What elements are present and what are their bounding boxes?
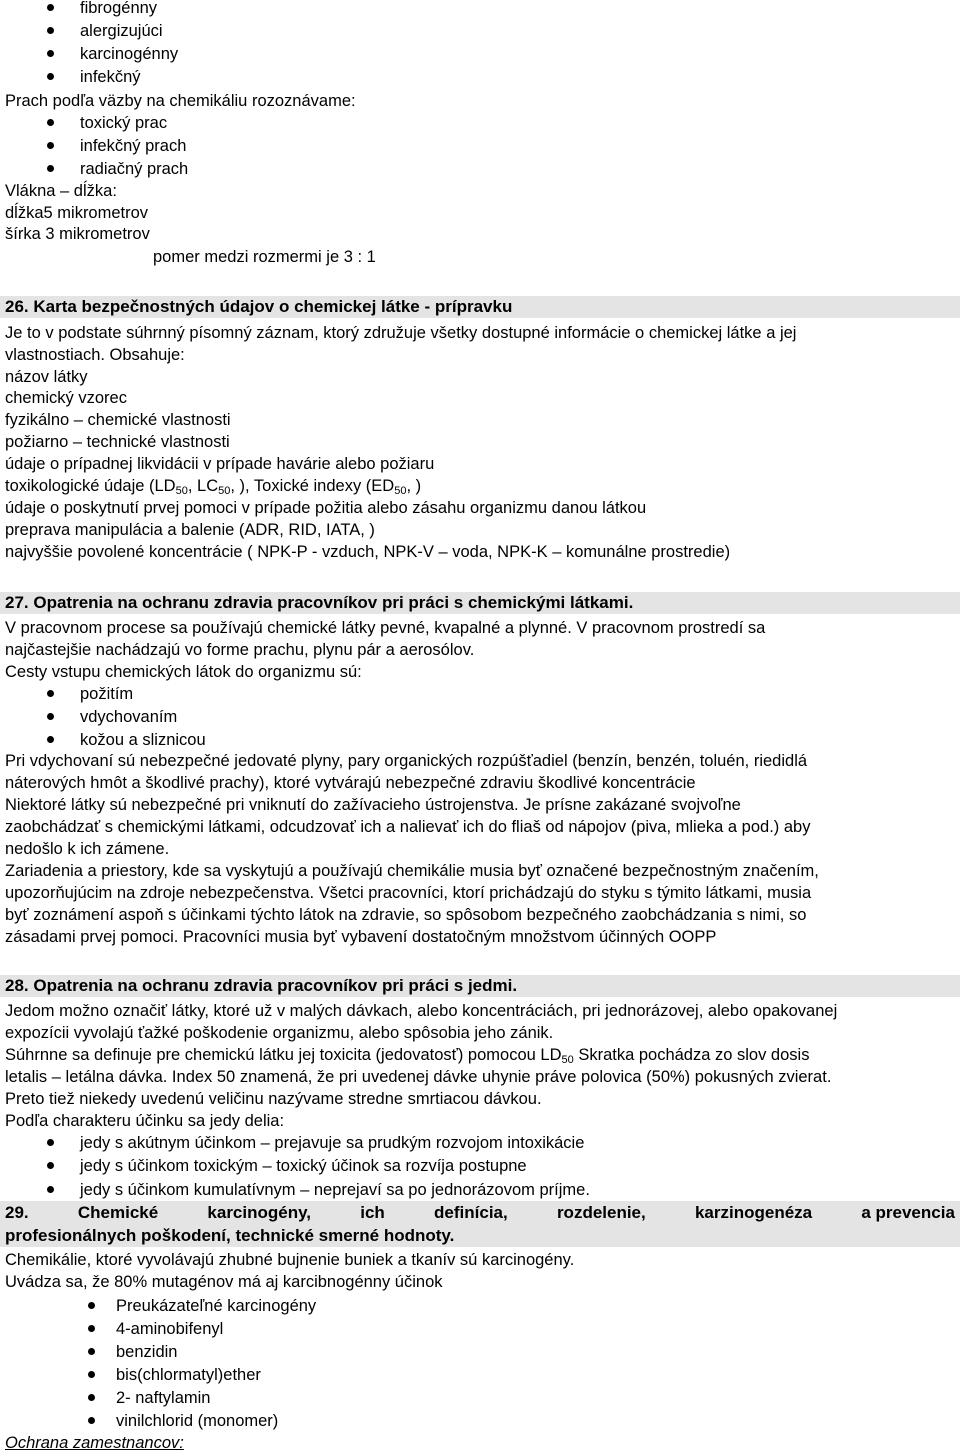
paragraph: Zariadenia a priestory, kde sa vyskytujú a používajú chemikálie musia byť označené bezpečnostným značením, [5, 862, 819, 880]
list-item: infekčný [5, 67, 960, 89]
list-item: najvyššie povolené koncentrácie ( NPK-P - vzduch, NPK-V – voda, NPK-K – komunálne prostredie) [5, 543, 731, 561]
list-item: údaje o prípadnej likvidácii v prípade havárie alebo požiaru [5, 455, 435, 473]
text-fragment: Skratka pochádza zo slov dosis [573, 1046, 810, 1064]
subscript: 50 [394, 485, 407, 497]
list-item: jedy s účinkom kumulatívnym – neprejaví sa po jednorázovom príjme. [5, 1180, 960, 1202]
heading-word: ich [360, 1203, 385, 1222]
text-fragment: Súhrnne sa definuje pre chemickú látku jej toxicita (jedovatosť) pomocou LD [5, 1046, 562, 1064]
list-item: údaje o poskytnutí prvej pomoci v prípade požitia alebo zásahu organizmu danou látkou [5, 499, 647, 517]
list-item: preprava manipulácia a balenie (ADR, RID, IATA, ) [5, 521, 375, 539]
text-fragment: , ), Toxické indexy (ED [230, 477, 395, 495]
list-item: alergizujúci [5, 21, 960, 43]
subsection-label [5, 1433, 960, 1455]
heading-word: definícia, [434, 1203, 508, 1222]
section-heading-28: 28. Opatrenia na ochranu zdravia pracovníkov pri práci s jedmi. [0, 975, 960, 997]
paragraph: upozorňujúcim na zdroje nebezpečenstva. Všetci pracovníci, ktorí prichádzajú do styku s týmito látkami, musia [5, 884, 812, 902]
paragraph: Jedom možno označiť látky, ktoré už v malých dávkach, alebo koncentráciách, pri jednorázovej, alebo opakovanej [5, 1002, 838, 1020]
paragraph: Vlákna – dĺžka: [5, 182, 117, 200]
paragraph: šírka 3 mikrometrov [5, 225, 150, 243]
list-item: vdychovaním [5, 707, 960, 729]
heading-word: karzinogenéza [694, 1203, 813, 1222]
paragraph: pomer medzi rozmermi je 3 : 1 [153, 248, 376, 266]
text-fragment: toxikologické údaje (LD [5, 477, 176, 495]
section-heading-26: 26. Karta bezpečnostných údajov o chemickej látke - prípravku [0, 296, 960, 318]
list-item: bis(chlormatyl)ether [5, 1365, 960, 1387]
paragraph: nedošlo k ich zámene. [5, 840, 170, 858]
heading-word: karcinogény, [207, 1203, 312, 1222]
subscript: 50 [175, 485, 188, 497]
heading-word: 29. [5, 1203, 29, 1222]
paragraph: dĺžka5 mikrometrov [5, 204, 149, 222]
list-item: 4-aminobifenyl [5, 1319, 960, 1341]
paragraph: Cesty vstupu chemických látok do organizmu sú: [5, 663, 362, 681]
list-item: jedy s akútnym účinkom – prejavuje sa prudkým rozvojom intoxikácie [5, 1133, 960, 1155]
paragraph: letalis – letálna dávka. Index 50 znamená, že pri uvedenej dávke uhynie práve polovica (50%) pokusných zvierat. [5, 1068, 832, 1086]
heading-word: a prevencia [861, 1203, 955, 1222]
subscript: 50 [561, 1054, 574, 1066]
list-item: toxický prac [5, 113, 960, 135]
heading-row: profesionálnych poškodení, technické smerné hodnoty. [5, 1226, 455, 1245]
paragraph: najčastejšie nachádzajú vo forme prachu, plynu pár a aerosólov. [5, 641, 475, 659]
paragraph [5, 1045, 960, 1067]
paragraph: náterových hmôt a škodlivé prachy), ktoré vytvárajú nebezpečné zdraviu škodlivé koncentrácie [5, 774, 696, 792]
list-item: karcinogénny [5, 44, 960, 66]
paragraph: Uvádza sa, že 80% mutagénov má aj karcibnogénny účinok [5, 1273, 443, 1291]
paragraph: zásadami prvej pomoci. Pracovníci musia byť vybavení dostatočným množstvom účinných OOPP [5, 928, 717, 946]
list-item: kožou a sliznicou [5, 730, 960, 752]
list-item: radiačný prach [5, 159, 960, 181]
heading-word: Chemické [77, 1203, 159, 1222]
paragraph: Prach podľa väzby na chemikáliu rozoznávame: [5, 92, 356, 110]
list-item: fyzikálno – chemické vlastnosti [5, 411, 231, 429]
heading-word: rozdelenie, [556, 1203, 646, 1222]
heading-row [5, 1201, 955, 1225]
list-item: požitím [5, 684, 960, 706]
list-item: vinilchlorid (monomer) [5, 1411, 960, 1433]
list-item: infekčný prach [5, 136, 960, 158]
paragraph: Podľa charakteru účinku sa jedy delia: [5, 1112, 285, 1130]
paragraph: Pri vdychovaní sú nebezpečné jedovaté plyny, pary organických rozpúšťadiel (benzín, benzén, toluén, riedidlá [5, 752, 808, 770]
text-fragment: , LC [187, 477, 219, 495]
paragraph: Chemikálie, ktoré vyvolávajú zhubné bujnenie buniek a tkanív sú karcinogény. [5, 1251, 575, 1269]
text-fragment: , ) [406, 477, 422, 495]
paragraph: V pracovnom procese sa používajú chemické látky pevné, kvapalné a plynné. V pracovnom prostredí sa [5, 619, 766, 637]
list-item: požiarno – technické vlastnosti [5, 433, 230, 451]
paragraph: vlastnostiach. Obsahuje: [5, 346, 185, 364]
section-heading-29 [0, 1201, 960, 1247]
list-item: chemický vzorec [5, 389, 127, 407]
paragraph: Preto tiež niekedy uvedenú veličinu nazývame stredne smrtiacou dávkou. [5, 1090, 542, 1108]
paragraph: Je to v podstate súhrnný písomný záznam, ktorý združuje všetky dostupné informácie o chemickej látke a jej [5, 324, 797, 342]
list-item: názov látky [5, 368, 88, 386]
paragraph: Niektoré látky sú nebezpečné pri vniknutí do zažívacieho ústrojenstva. Je prísne zakázané svojvoľne [5, 796, 741, 814]
list-item: 2- naftylamin [5, 1388, 960, 1410]
paragraph: expozícii vyvolajú ťažké poškodenie organizmu, alebo spôsobia jeho zánik. [5, 1024, 554, 1042]
paragraph: byť zoznámení aspoň s účinkami týchto látok na zdravie, so spôsobom bezpečného zaobchádzania s nimi, so [5, 906, 807, 924]
list-item: benzidin [5, 1342, 960, 1364]
paragraph: zaobchádzať s chemickými látkami, odcudzovať ich a nalievať ich do fliaš od nápojov (piva, mlieka a pod.) aby [5, 818, 811, 836]
list-item [5, 476, 960, 498]
underlined-label: Ochrana zamestnancov: [5, 1434, 184, 1452]
subscript: 50 [218, 485, 231, 497]
list-item: Preukázateľné karcinogény [5, 1296, 960, 1318]
list-item: fibrogénny [5, 0, 960, 20]
section-heading-27: 27. Opatrenia na ochranu zdravia pracovníkov pri práci s chemickými látkami. [0, 592, 960, 614]
list-item: jedy s účinkom toxickým – toxický účinok sa rozvíja postupne [5, 1156, 960, 1178]
